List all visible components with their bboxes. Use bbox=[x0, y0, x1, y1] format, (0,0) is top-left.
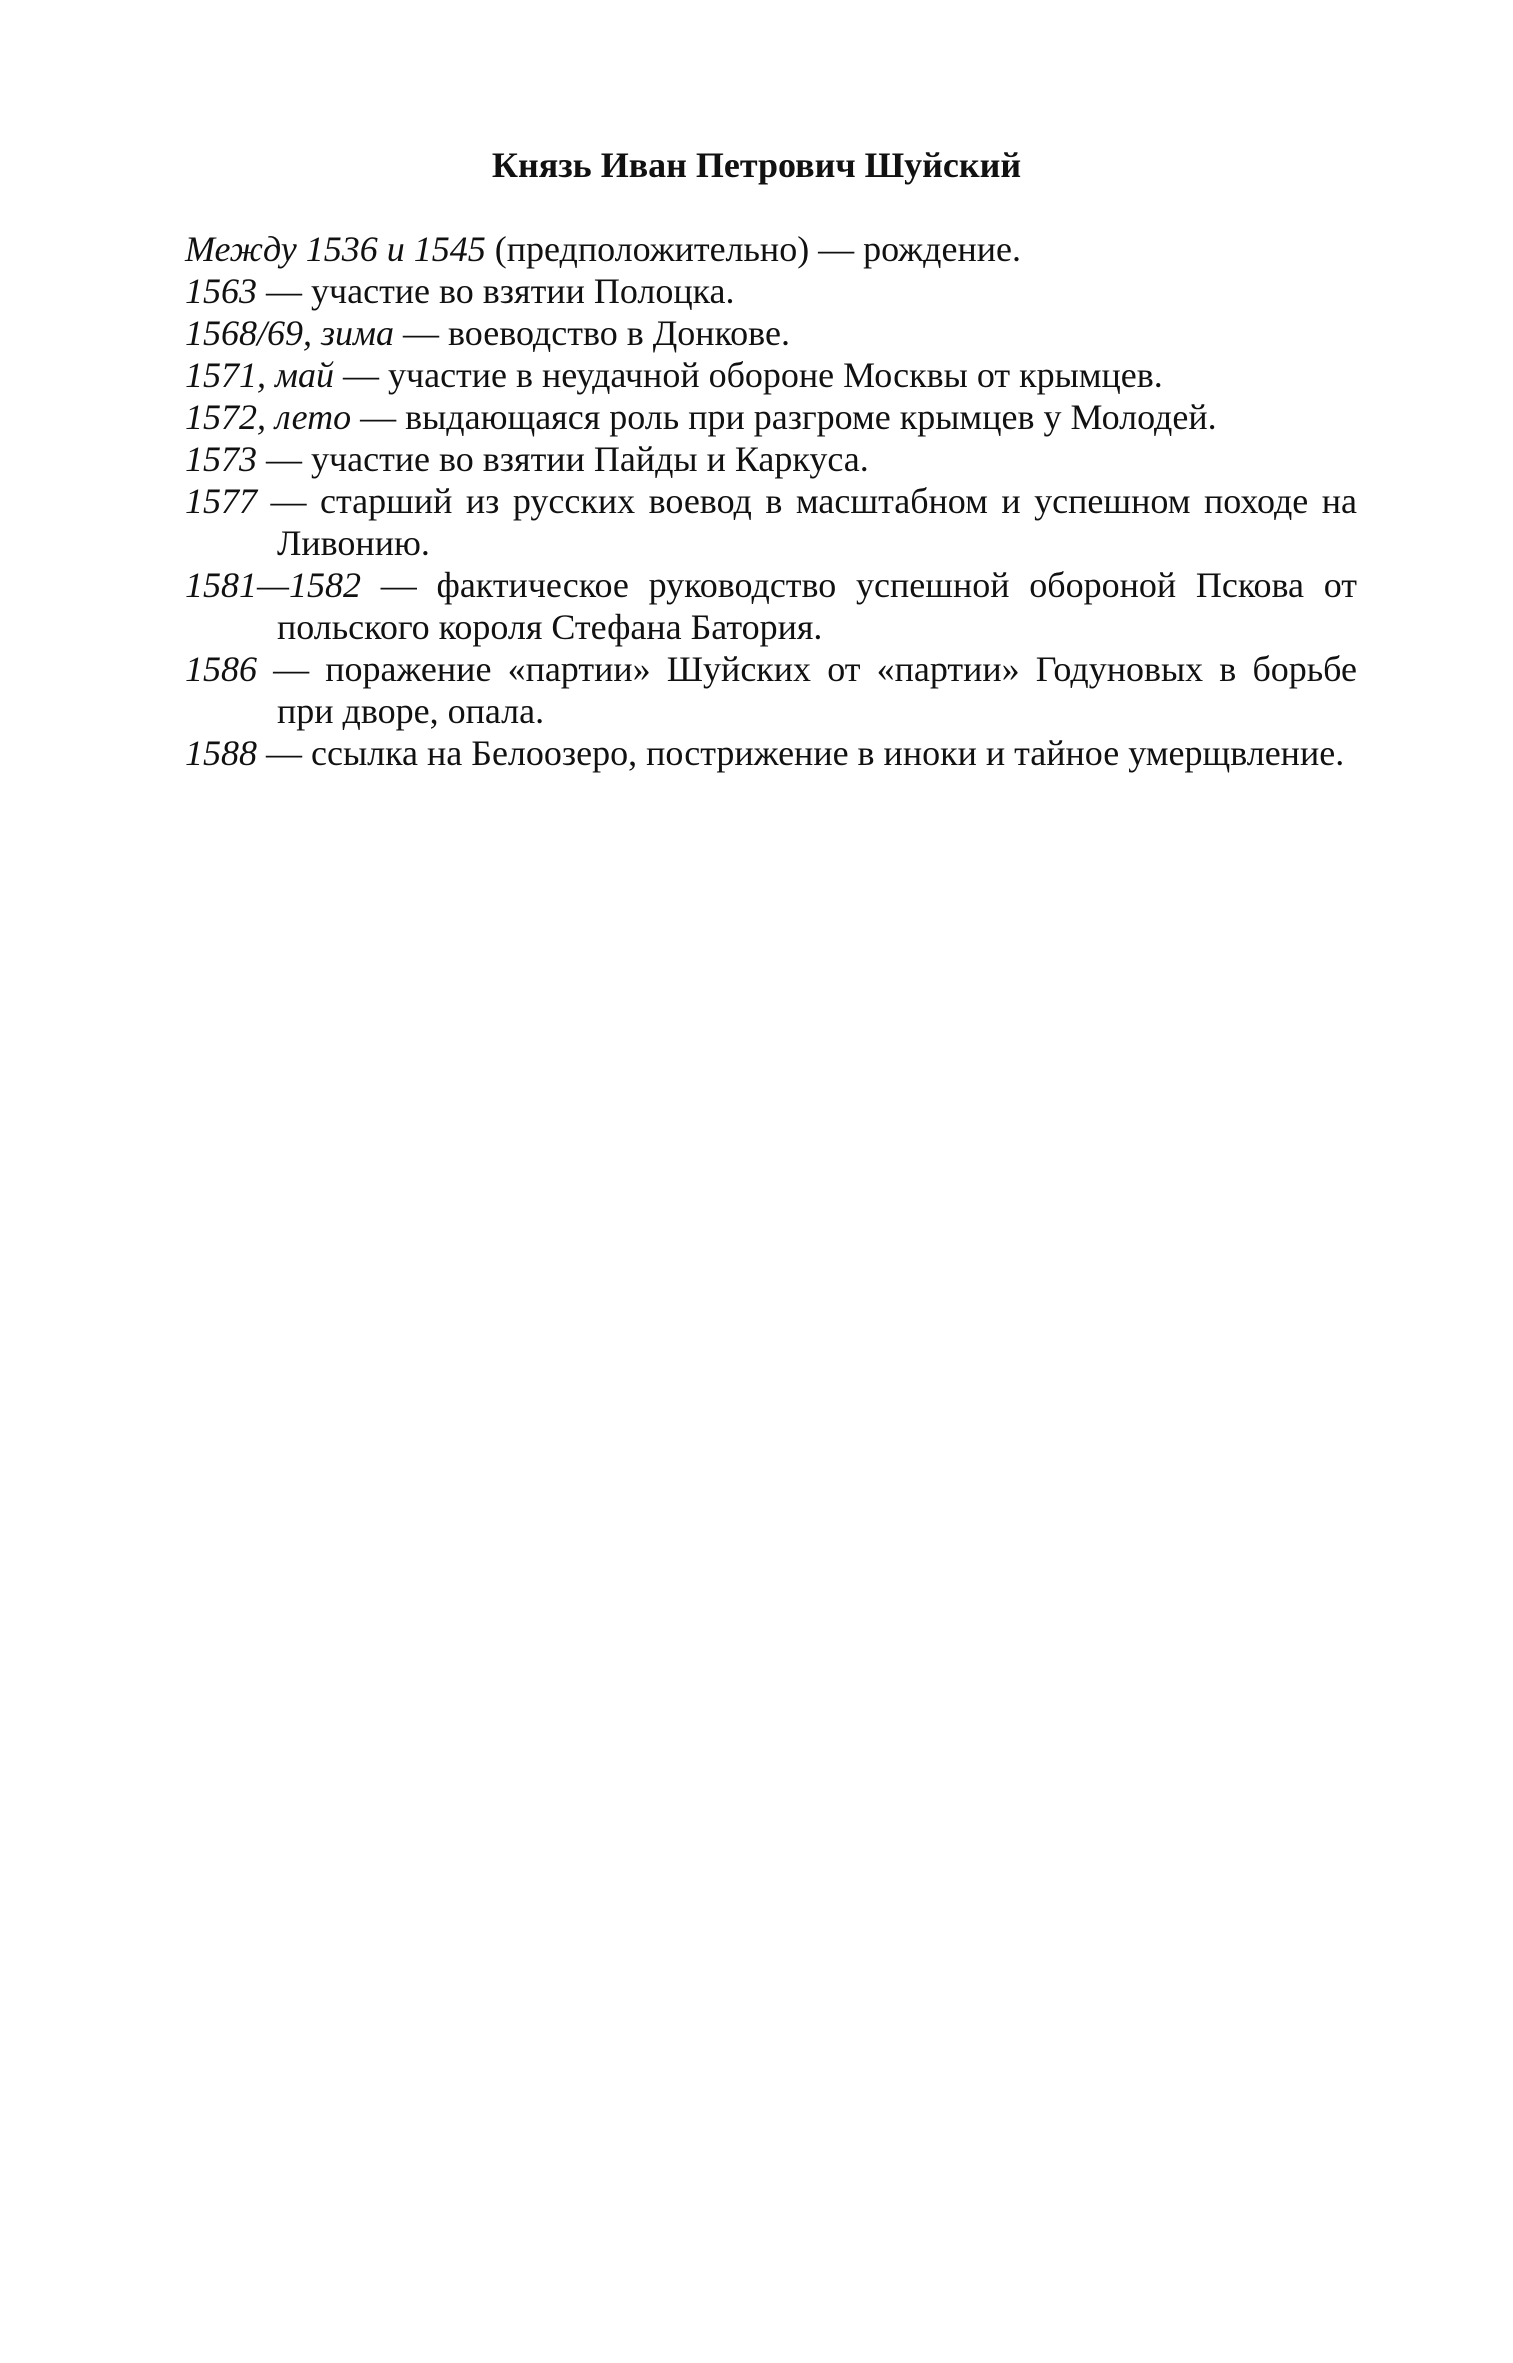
entry-text: — участие во взятии Пайды и Каркуса. bbox=[257, 439, 869, 479]
entry-text: (предположительно) — рождение. bbox=[485, 229, 1021, 269]
entry-date: Между 1536 и 1545 bbox=[185, 229, 486, 269]
entry-date: 1581—1582 bbox=[185, 565, 362, 605]
chronology-entry bbox=[185, 732, 1357, 774]
chronology-entry bbox=[185, 312, 1357, 354]
chronology-entry bbox=[185, 438, 1357, 480]
entry-date: 1586 bbox=[185, 649, 257, 689]
chronology-entry bbox=[185, 354, 1357, 396]
entry-text: — участие во взятии Полоцка. bbox=[257, 271, 735, 311]
page-title: Князь Иван Петрович Шуйский bbox=[491, 145, 1022, 185]
entry-text: — поражение «партии» Шуйских от «партии» Годуновых в борьбе при дворе, опала. bbox=[257, 649, 1357, 731]
chronology-entry bbox=[185, 228, 1357, 270]
entry-text: — фактическое руководство успешной обороной Пскова от польского короля Стефана Батория. bbox=[277, 565, 1357, 647]
entry-text: — воеводство в Донкове. bbox=[394, 313, 790, 353]
entry-text: — участие в неудачной обороне Москвы от крымцев. bbox=[333, 355, 1163, 395]
entry-date: 1573 bbox=[185, 439, 257, 479]
chronology-entry bbox=[185, 396, 1357, 438]
chronology-entry bbox=[185, 480, 1357, 564]
chronology-entry bbox=[185, 564, 1357, 648]
entry-date: 1577 bbox=[185, 481, 257, 521]
entry-text: — ссылка на Белоозеро, пострижение в иноки и тайное умерщвление. bbox=[257, 733, 1345, 773]
entry-date: 1571, май bbox=[185, 355, 334, 395]
entry-date: 1563 bbox=[185, 271, 257, 311]
chronology-entry bbox=[185, 270, 1357, 312]
entry-date: 1588 bbox=[185, 733, 257, 773]
entry-text: — выдающаяся роль при разгроме крымцев у Молодей. bbox=[351, 397, 1217, 437]
entry-date: 1568/69, зима bbox=[185, 313, 395, 353]
chronology-entry bbox=[185, 648, 1357, 732]
entry-text: — старший из русских воевод в масштабном и успешном походе на Ливонию. bbox=[257, 481, 1357, 563]
chronology-list bbox=[185, 228, 1357, 774]
entry-date: 1572, лето bbox=[185, 397, 352, 437]
